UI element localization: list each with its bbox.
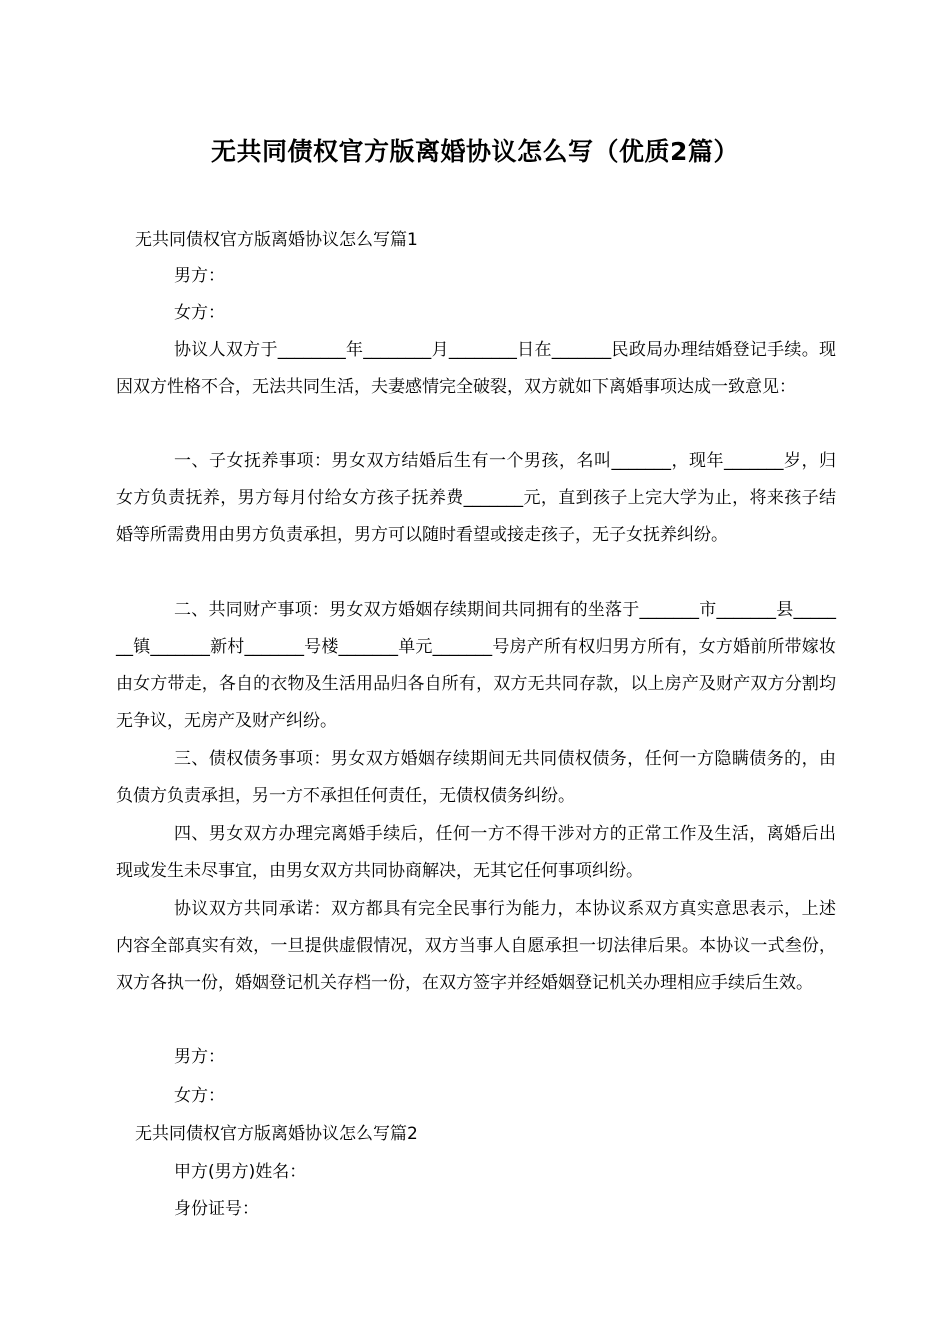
female-party-label: 女方： (174, 303, 225, 323)
section-heading-1: 无共同债权官方版离婚协议怎么写篇1 (135, 230, 418, 250)
joint-promise-paragraph: 协议双方共同承诺：双方都具有完全民事行为能力，本协议系双方真实意思表示，上述内容全部真实有效，一旦提供虚假情况，双方当事人自愿承担一切法律后果。本协议一式叁份，双方各执一份，婚姻登记机关存档一份，在双方签字并经婚姻登记机关办理相应手续后生效。 (116, 899, 836, 993)
clause-after-divorce: 四、男女双方办理完离婚手续后，任何一方不得干涉对方的正常工作及生活，离婚后出现或发生未尽事宜，由男女双方共同协商解决，无其它任何事项纠纷。 (116, 824, 836, 881)
section-heading-2: 无共同债权官方版离婚协议怎么写篇2 (135, 1124, 418, 1144)
clause-common-property: 二、共同财产事项：男女双方婚姻存续期间共同拥有的坐落于_______市_______县_______镇_______新村_______号楼_______单元_______号房产所有权归男方所有，女方婚前所带嫁妆由女方带走，各自的衣物及生活用品归各自所有，双方无共同存款，以上房产及财产双方分割均无争议，无房产及财产纠纷。 (116, 600, 836, 731)
female-signature-label: 女方： (174, 1086, 225, 1106)
id-number-label: 身份证号： (174, 1199, 259, 1219)
intro-paragraph: 协议人双方于________年________月________日在_______民政局办理结婚登记手续。现因双方性格不合，无法共同生活，夫妻感情完全破裂，双方就如下离婚事项达成一致意见： (116, 340, 836, 397)
clause-debts: 三、债权债务事项：男女双方婚姻存续期间无共同债权债务，任何一方隐瞒债务的，由负债方负责承担，另一方不承担任何责任，无债权债务纠纷。 (116, 749, 836, 806)
male-signature-label: 男方： (174, 1047, 225, 1067)
male-party-label: 男方： (174, 266, 225, 286)
document-title: 无共同债权官方版离婚协议怎么写（优质2篇） (211, 137, 739, 166)
clause-child-custody: 一、子女抚养事项：男女双方结婚后生有一个男孩，名叫_______，现年_______岁，归女方负责抚养，男方每月付给女方孩子抚养费_______元，直到孩子上完大学为止，将来孩子结婚等所需费用由男方负责承担，男方可以随时看望或接走孩子，无子女抚养纠纷。 (116, 451, 836, 545)
party-a-name-label: 甲方(男方)姓名： (174, 1162, 307, 1182)
